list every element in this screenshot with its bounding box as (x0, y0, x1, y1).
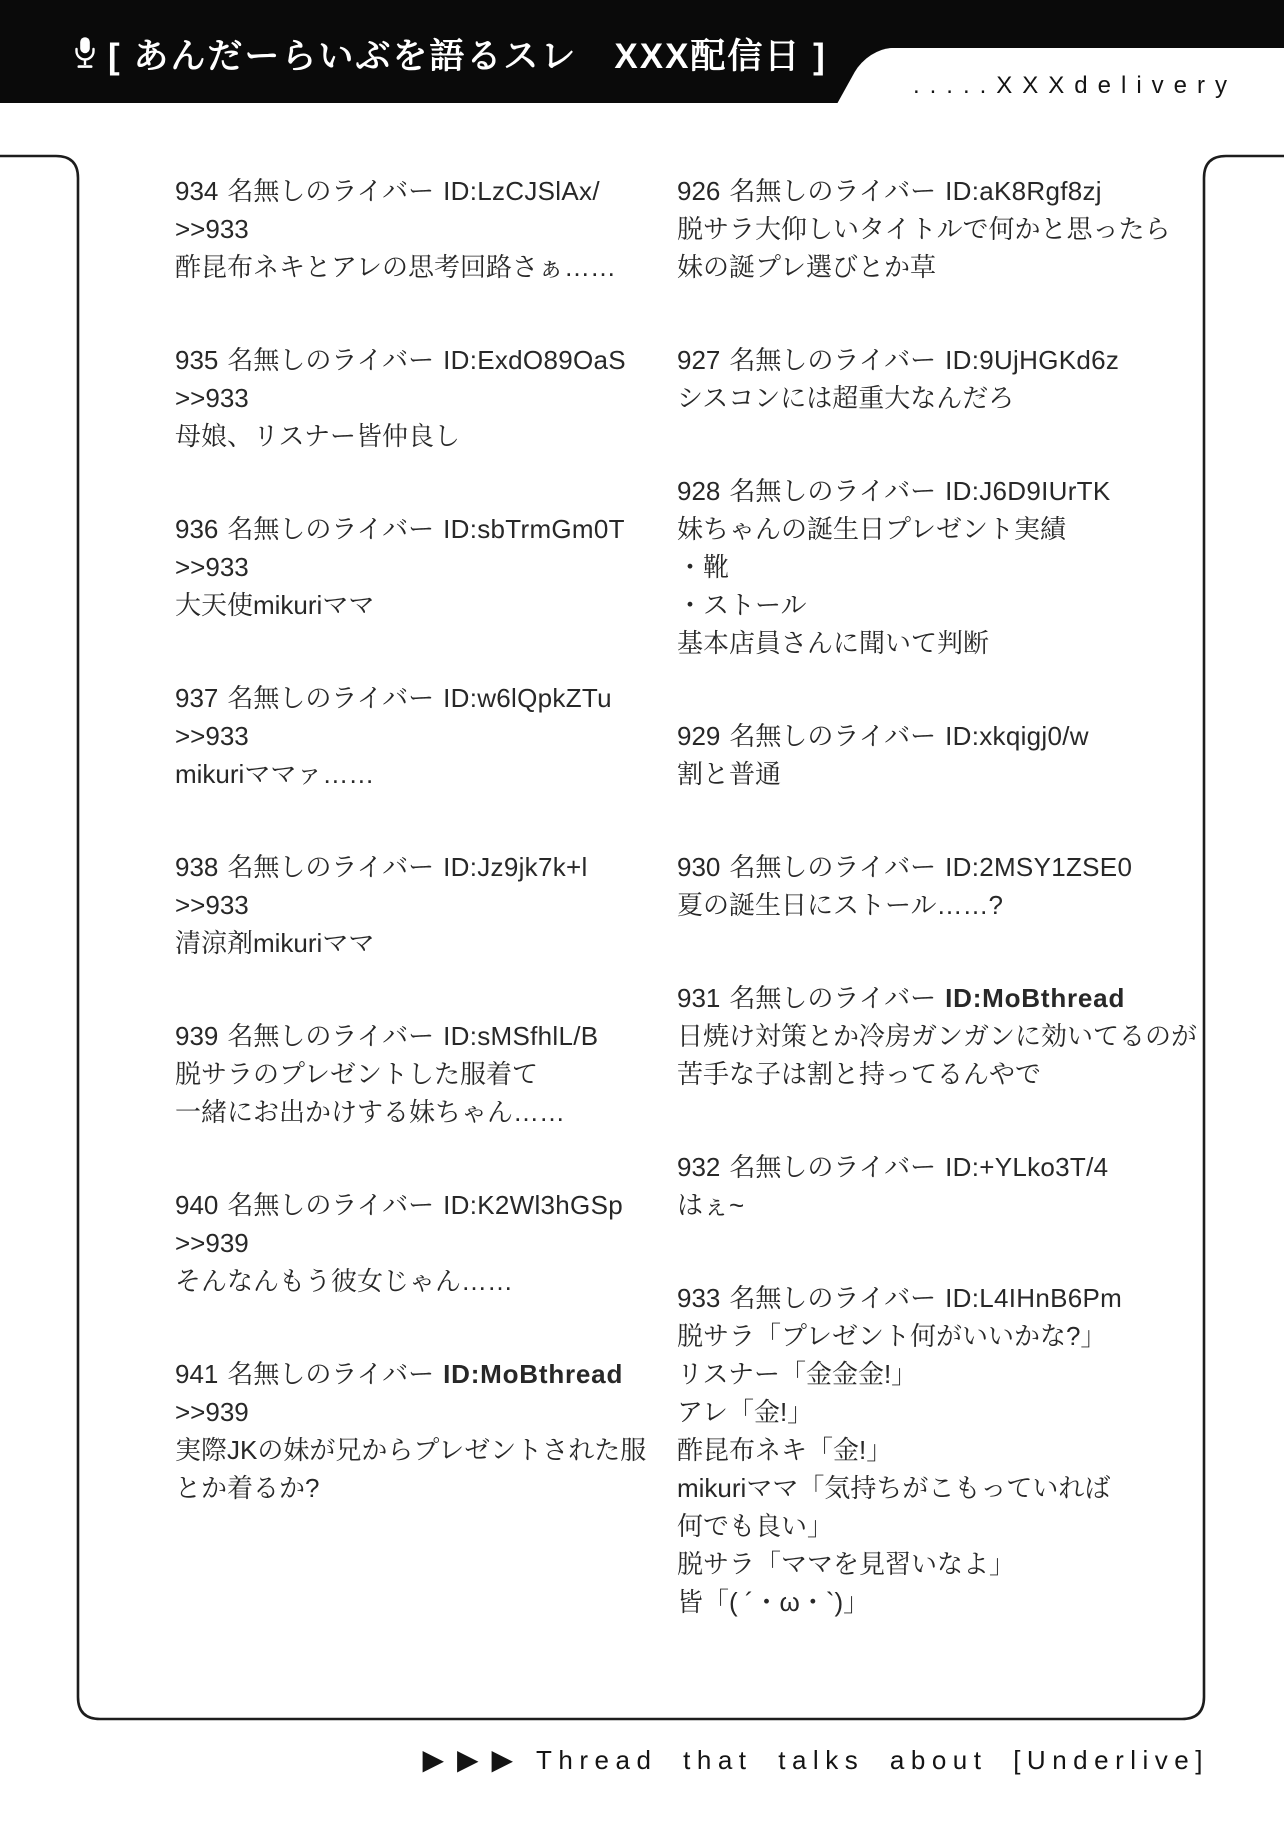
post-number: 932 (677, 1152, 721, 1182)
post-line: ・靴 (677, 552, 730, 582)
post-number: 935 (175, 345, 219, 375)
thread-post (677, 717, 1217, 793)
post-header (175, 341, 675, 379)
post-author-name: 名無しのライバー (227, 514, 435, 544)
post-line: 清涼剤mikuriママ (175, 928, 375, 958)
thread-post (175, 1355, 675, 1507)
footer (422, 1746, 1209, 1774)
delivery-label: .....XXXdelivery (912, 72, 1237, 99)
post-number: 936 (175, 514, 219, 544)
post-number: 928 (677, 476, 721, 506)
post-line: 脱サラ「ママを見習いなよ」 (677, 1549, 1016, 1579)
post-id: ID:+YLko3T/4 (945, 1152, 1109, 1182)
post-id: ID:MoBthread (443, 1359, 624, 1389)
post-id: ID:w6lQpkZTu (443, 683, 612, 713)
thread-post (175, 172, 675, 286)
footer-label: Thread that talks about [Underlive] (536, 1745, 1209, 1775)
post-author-name: 名無しのライバー (227, 683, 435, 713)
post-line: はぇ~ (677, 1190, 745, 1220)
post-line: 何でも良い」 (677, 1511, 834, 1541)
post-header (677, 472, 1217, 510)
post-author-name: 名無しのライバー (729, 476, 937, 506)
post-number: 926 (677, 176, 721, 206)
post-author-name: 名無しのライバー (227, 1359, 435, 1389)
thread-post (677, 172, 1217, 286)
post-line: シスコンには超重大なんだろ (677, 383, 1015, 413)
post-id: ID:K2Wl3hGSp (443, 1190, 623, 1220)
post-line: 苦手な子は割と持ってるんやで (677, 1059, 1042, 1089)
thread-post (677, 1148, 1217, 1224)
post-author-name: 名無しのライバー (729, 983, 937, 1013)
post-line: 夏の誕生日にストール……? (677, 890, 1003, 920)
post-line: 酢昆布ネキ「金!」 (677, 1435, 893, 1465)
post-id: ID:Jz9jk7k+l (443, 852, 588, 882)
thread-post (677, 979, 1217, 1093)
post-line: >>933 (175, 383, 249, 413)
post-line: mikuriママァ…… (175, 759, 375, 789)
post-line: 割と普通 (677, 759, 782, 789)
post-author-name: 名無しのライバー (227, 1021, 435, 1051)
thread-post (175, 1017, 675, 1131)
post-line: ・ストール (677, 590, 807, 620)
post-line: 皆「( ´・ω・`)」 (677, 1587, 870, 1617)
post-line: そんなんもう彼女じゃん…… (175, 1266, 514, 1296)
footer-arrows-icon: ▶▶▶ (422, 1744, 527, 1775)
post-number: 938 (175, 852, 219, 882)
post-id: ID:MoBthread (945, 983, 1126, 1013)
post-id: ID:9UjHGKd6z (945, 345, 1120, 375)
post-line: >>939 (175, 1228, 249, 1258)
post-line: 酢昆布ネキとアレの思考回路さぁ…… (175, 252, 616, 282)
thread-post (677, 1279, 1217, 1621)
post-author-name: 名無しのライバー (729, 176, 937, 206)
post-id: ID:aK8Rgf8zj (945, 176, 1102, 206)
post-line: 妹ちゃんの誕生日プレゼント実績 (677, 514, 1066, 544)
post-header (175, 1186, 675, 1224)
post-header (175, 510, 675, 548)
thread-post (175, 1186, 675, 1300)
post-header (175, 1017, 675, 1055)
post-header (677, 848, 1217, 886)
thread-post (677, 341, 1217, 417)
thread-post (677, 472, 1217, 662)
post-line: リスナー「金金金!」 (677, 1359, 918, 1389)
thread-post (175, 848, 675, 962)
post-author-name: 名無しのライバー (227, 345, 435, 375)
post-header (677, 979, 1217, 1017)
post-header (677, 1279, 1217, 1317)
post-line: とか着るか? (175, 1473, 320, 1503)
post-author-name: 名無しのライバー (729, 852, 937, 882)
post-author-name: 名無しのライバー (227, 1190, 435, 1220)
post-id: ID:LzCJSlAx/ (443, 176, 600, 206)
post-id: ID:sbTrmGm0T (443, 514, 625, 544)
post-number: 941 (175, 1359, 219, 1389)
post-line: 母娘、リスナー皆仲良し (175, 421, 460, 451)
post-number: 930 (677, 852, 721, 882)
thread-post (175, 679, 675, 793)
post-id: ID:L4IHnB6Pm (945, 1283, 1123, 1313)
post-line: 大天使mikuriママ (175, 590, 375, 620)
post-number: 933 (677, 1283, 721, 1313)
post-author-name: 名無しのライバー (227, 852, 435, 882)
post-header (175, 848, 675, 886)
post-line: 一緒にお出かけする妹ちゃん…… (175, 1097, 566, 1127)
post-line: 妹の誕プレ選びとか草 (677, 252, 936, 282)
post-author-name: 名無しのライバー (729, 345, 937, 375)
thread-post (677, 848, 1217, 924)
post-id: ID:J6D9IUrTK (945, 476, 1111, 506)
post-header (677, 341, 1217, 379)
post-author-name: 名無しのライバー (729, 1152, 937, 1182)
post-id: ID:sMSfhlL/B (443, 1021, 599, 1051)
post-line: 脱サラ「プレゼント何がいいかな?」 (677, 1321, 1107, 1351)
post-line: アレ「金!」 (677, 1397, 814, 1427)
post-header (175, 1355, 675, 1393)
post-header (677, 717, 1217, 755)
post-line: >>939 (175, 1397, 249, 1427)
post-header (175, 172, 675, 210)
thread-post (175, 510, 675, 624)
post-number: 939 (175, 1021, 219, 1051)
thread-title: [ あんだーらいぶを語るスレ XXX配信日 ] (108, 37, 827, 76)
post-line: mikuriママ「気持ちがこもっていれば (677, 1473, 1111, 1503)
post-line: >>933 (175, 214, 249, 244)
posts-column-left (175, 172, 675, 1562)
post-header (677, 172, 1217, 210)
post-line: 脱サラ大仰しいタイトルで何かと思ったら (677, 214, 1171, 244)
post-author-name: 名無しのライバー (729, 721, 937, 751)
post-number: 929 (677, 721, 721, 751)
post-id: ID:2MSY1ZSE0 (945, 852, 1133, 882)
post-header (677, 1148, 1217, 1186)
post-number: 931 (677, 983, 721, 1013)
thread-post (175, 341, 675, 455)
post-line: >>933 (175, 552, 249, 582)
post-id: ID:xkqigj0/w (945, 721, 1089, 751)
post-line: >>933 (175, 890, 249, 920)
post-line: 脱サラのプレゼントした服着て (175, 1059, 538, 1089)
posts-column-right (677, 172, 1217, 1676)
post-author-name: 名無しのライバー (729, 1283, 937, 1313)
post-line: 実際JKの妹が兄からプレゼントされた服 (175, 1435, 647, 1465)
post-header (175, 679, 675, 717)
post-number: 927 (677, 345, 721, 375)
post-number: 934 (175, 176, 219, 206)
post-line: 日焼け対策とか冷房ガンガンに効いてるのが (677, 1021, 1198, 1051)
post-line: >>933 (175, 721, 249, 751)
post-number: 940 (175, 1190, 219, 1220)
post-author-name: 名無しのライバー (227, 176, 435, 206)
post-line: 基本店員さんに聞いて判断 (677, 628, 990, 658)
post-number: 937 (175, 683, 219, 713)
post-id: ID:ExdO89OaS (443, 345, 626, 375)
